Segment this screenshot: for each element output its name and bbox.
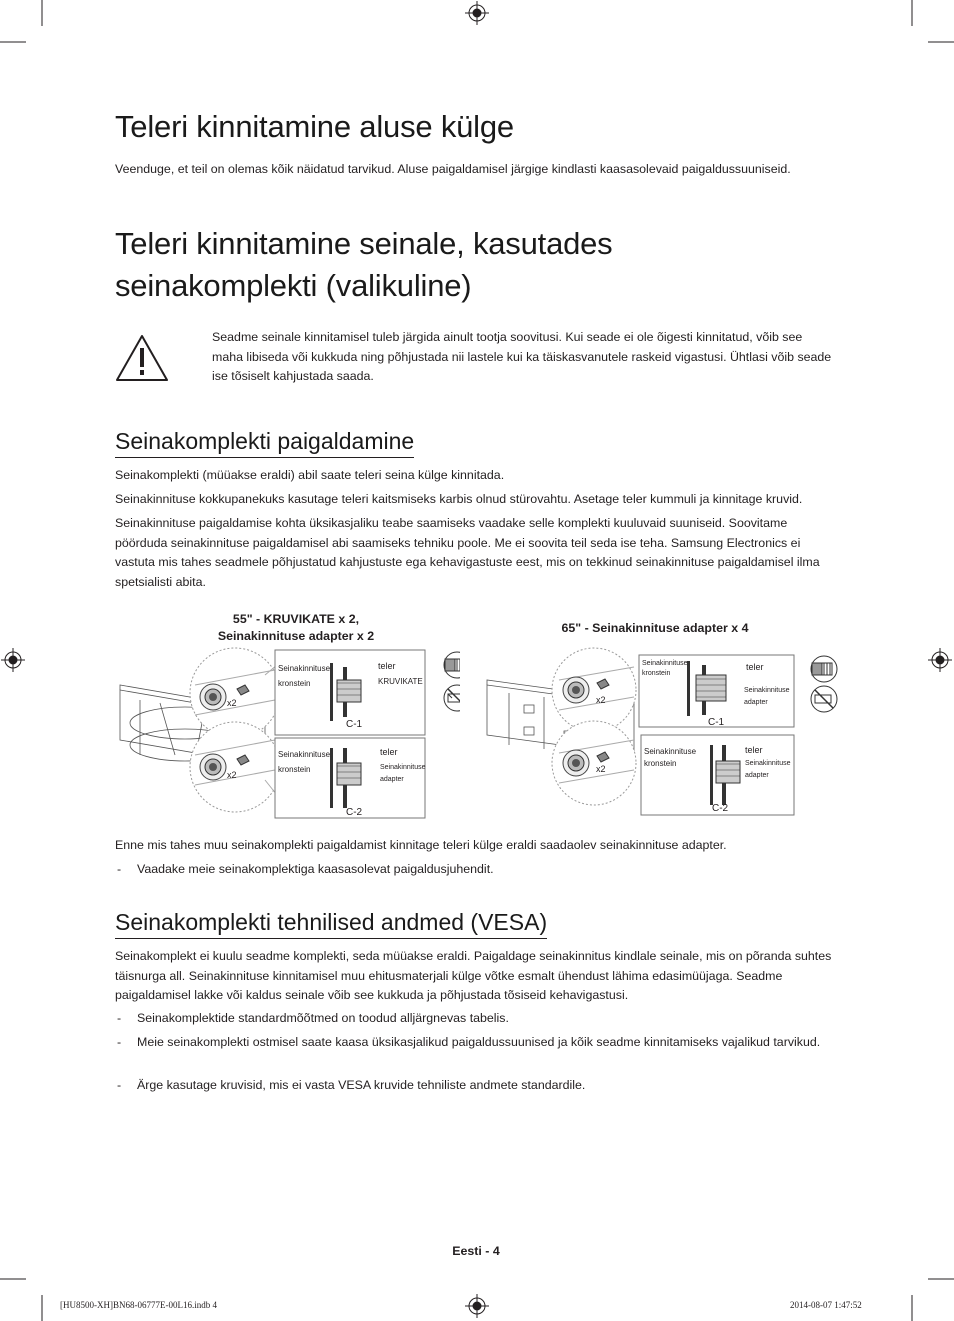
figure-caption-right: 65" - Seinakinnituse adapter x 4: [561, 621, 749, 635]
bracket-label-c2-55: Seinakinnituse: [278, 750, 331, 759]
zoom-circle-top-65: [552, 648, 636, 732]
bullet-text: Seinakomplektide standardmõõtmed on toodud alljärgnevas tabelis.: [137, 1011, 509, 1025]
x2-label-bottom-55: x2: [227, 770, 237, 780]
bullet-dash: -: [117, 1011, 122, 1025]
adapter-label-c1-65: Seinakinnituse: [744, 687, 790, 694]
heading-wallmount: [115, 225, 613, 304]
section2-title-underline: [115, 909, 547, 939]
bracket-label2-c1-55: kronstein: [278, 679, 311, 688]
section2-bullet-1: [117, 1009, 837, 1029]
teler-label-c2-55: teler: [380, 747, 398, 757]
bracket-label-c2-65: Seinakinnituse: [644, 747, 697, 756]
bracket-label2-c1-65: kronstein: [642, 670, 671, 677]
bracket-label-c1-55: Seinakinnituse: [278, 664, 331, 673]
screw-icon-55: [444, 652, 460, 678]
zoom-circle-bottom-55: [190, 722, 280, 812]
after-figure-bullet: [117, 860, 837, 880]
heading-wallmount-line2: seinakomplekti (valikuline): [115, 268, 472, 304]
footer-timestamp: 2014-08-07 1:47:52: [790, 1300, 862, 1310]
figure-caption-left: [196, 611, 396, 645]
figure-caption-left-line2: Seinakinnituse adapter x 2: [217, 629, 375, 643]
x2-label-bottom-65: x2: [596, 764, 606, 774]
warning-text: Seadme seinale kinnitamisel tuleb järgida ainult tootja soovitusi. Kui seade ei ole õigesti kinnitatud, võib see maha libiseda või kukkuda ning põhjustada nii lastele kui ka täiskasvanutele raskeid vigastusi. Ühtlasi võib seade ise tõsiselt kahjustada saada.: [212, 330, 832, 383]
bullet-dash: -: [117, 1078, 122, 1092]
c1-label-65: C-1: [708, 717, 725, 728]
c2-label-55: C-2: [346, 807, 363, 818]
x2-label-top-65: x2: [596, 695, 606, 705]
section1-paragraph-1: Seinakomplekti (müüakse eraldi) abil saate teleri seina külge kinnitada.: [115, 468, 505, 482]
footer-file-info: [HU8500-XH]BN68-06777E-00L16.indb 4: [60, 1300, 217, 1310]
intro-text: Veenduge, et teil on olemas kõik näidatud tarvikud. Aluse paigaldamisel järgige kindlasti kaasasolevaid paigaldussuuniseid.: [115, 162, 791, 176]
bullet-dash: -: [117, 1035, 122, 1049]
registration-mark-right: [928, 648, 952, 672]
registration-mark-bottom: [465, 1294, 489, 1318]
no-screw-icon-65: [811, 686, 837, 712]
screw-icon-65: [811, 656, 837, 682]
adapter-label-c2-65: Seinakinnituse: [745, 760, 791, 767]
section2-bullet-3: [117, 1076, 837, 1096]
bracket-label2-c2-55: kronstein: [278, 765, 311, 774]
illustration-55: [115, 645, 460, 830]
bullet-text: Meie seinakomplekti ostmisel saate kaasa üksikasjalikud paigaldussuunised ja kõik seadme kinnitamiseks vajalikud tarvikud.: [137, 1035, 821, 1049]
c2-label-65: C-2: [712, 803, 729, 814]
figure-caption-left-line1: 55" - KRUVIKATE x 2,: [232, 612, 360, 626]
adapter-label2-c2-55: adapter: [380, 776, 404, 783]
heading-stand: Teleri kinnitamine aluse külge: [115, 109, 514, 144]
zoom-circle-bottom-65: [552, 721, 636, 805]
adapter-label-c2-55: Seinakinnituse: [380, 764, 426, 771]
no-screw-icon-55: [444, 685, 460, 711]
bullet-text: Vaadake meie seinakomplektiga kaasasolevat paigaldusjuhendit.: [137, 862, 494, 876]
adapter-label2-c1-65: adapter: [744, 699, 768, 706]
teler-label-c2-65: teler: [745, 745, 763, 755]
page-number: Eesti - 4: [452, 1244, 500, 1258]
bullet-dash: -: [117, 862, 122, 876]
heading-wallmount-line1: Teleri kinnitamine seinale, kasutades: [115, 226, 613, 261]
bracket-label2-c2-65: kronstein: [644, 759, 677, 768]
bracket-label-c1-65: Seinakinnituse: [642, 660, 688, 667]
section1-paragraph-2: Seinakinnituse kokkupanekuks kasutage teleri kaitsmiseks karbis olnud stürovahtu. Asetage teler kummuli ja kinnitage kruvid.: [115, 492, 803, 506]
section2-bullet-2: [117, 1033, 837, 1073]
section2-paragraph: Seinakomplekt ei kuulu seadme komplekti, seda müüakse eraldi. Paigaldage seinakinnitus kindlale seinale, mis on põranda suhtes täisnurga all. Seinakinnituse kinnitamisel muu ehitusmaterjali külge võtke esmalt ühendust lähima edasimüüjaga. Seadme paigaldamisel lakke või kaldus seinale võib see kukkuda ja põhjustada tõsiseid kehavigastusi.: [115, 949, 832, 1002]
warning-icon: [114, 333, 170, 383]
section1-title-text: Seinakomplekti paigaldamine: [115, 428, 415, 454]
teler-label-c1-65: teler: [746, 662, 764, 672]
section2-title-text: Seinakomplekti tehnilised andmed (VESA): [115, 909, 548, 935]
section1-title: [115, 428, 414, 458]
illustration-65: [484, 645, 844, 830]
x2-label-top-55: x2: [227, 698, 237, 708]
kruvikate-label-c1-55: KRUVIKATE: [378, 677, 423, 686]
registration-mark-left: [1, 648, 25, 672]
c1-label-55: C-1: [346, 719, 363, 730]
after-figure-text: Enne mis tahes muu seinakomplekti paigaldamist kinnitage teleri külge eraldi saadaolev seinakinnituse adapter.: [115, 838, 727, 852]
teler-label-c1-55: teler: [378, 661, 396, 671]
section2-title: [115, 909, 547, 939]
bullet-text: Ärge kasutage kruvisid, mis ei vasta VESA kruvide tehniliste andmete standardile.: [137, 1078, 586, 1092]
adapter-label2-c2-65: adapter: [745, 772, 769, 779]
section1-title-underline: [115, 428, 414, 458]
registration-mark-top: [465, 1, 489, 25]
section1-paragraph-3: Seinakinnituse paigaldamise kohta üksikasjaliku teabe saamiseks vaadake selle komplekti kuuluvaid suuniseid. Soovitame pöörduda seinakinnituse paigaldamisel abi saamiseks tehniku poole. Me ei soovita teil seda ise teha. Samsung Electronics ei vastuta mis tahes seadmele põhjustatud kahjustuste ega kehavigastuste eest, mis on tekkinud seinakinnituse paigaldamisel ilma spetsialisti abita.: [115, 516, 820, 589]
